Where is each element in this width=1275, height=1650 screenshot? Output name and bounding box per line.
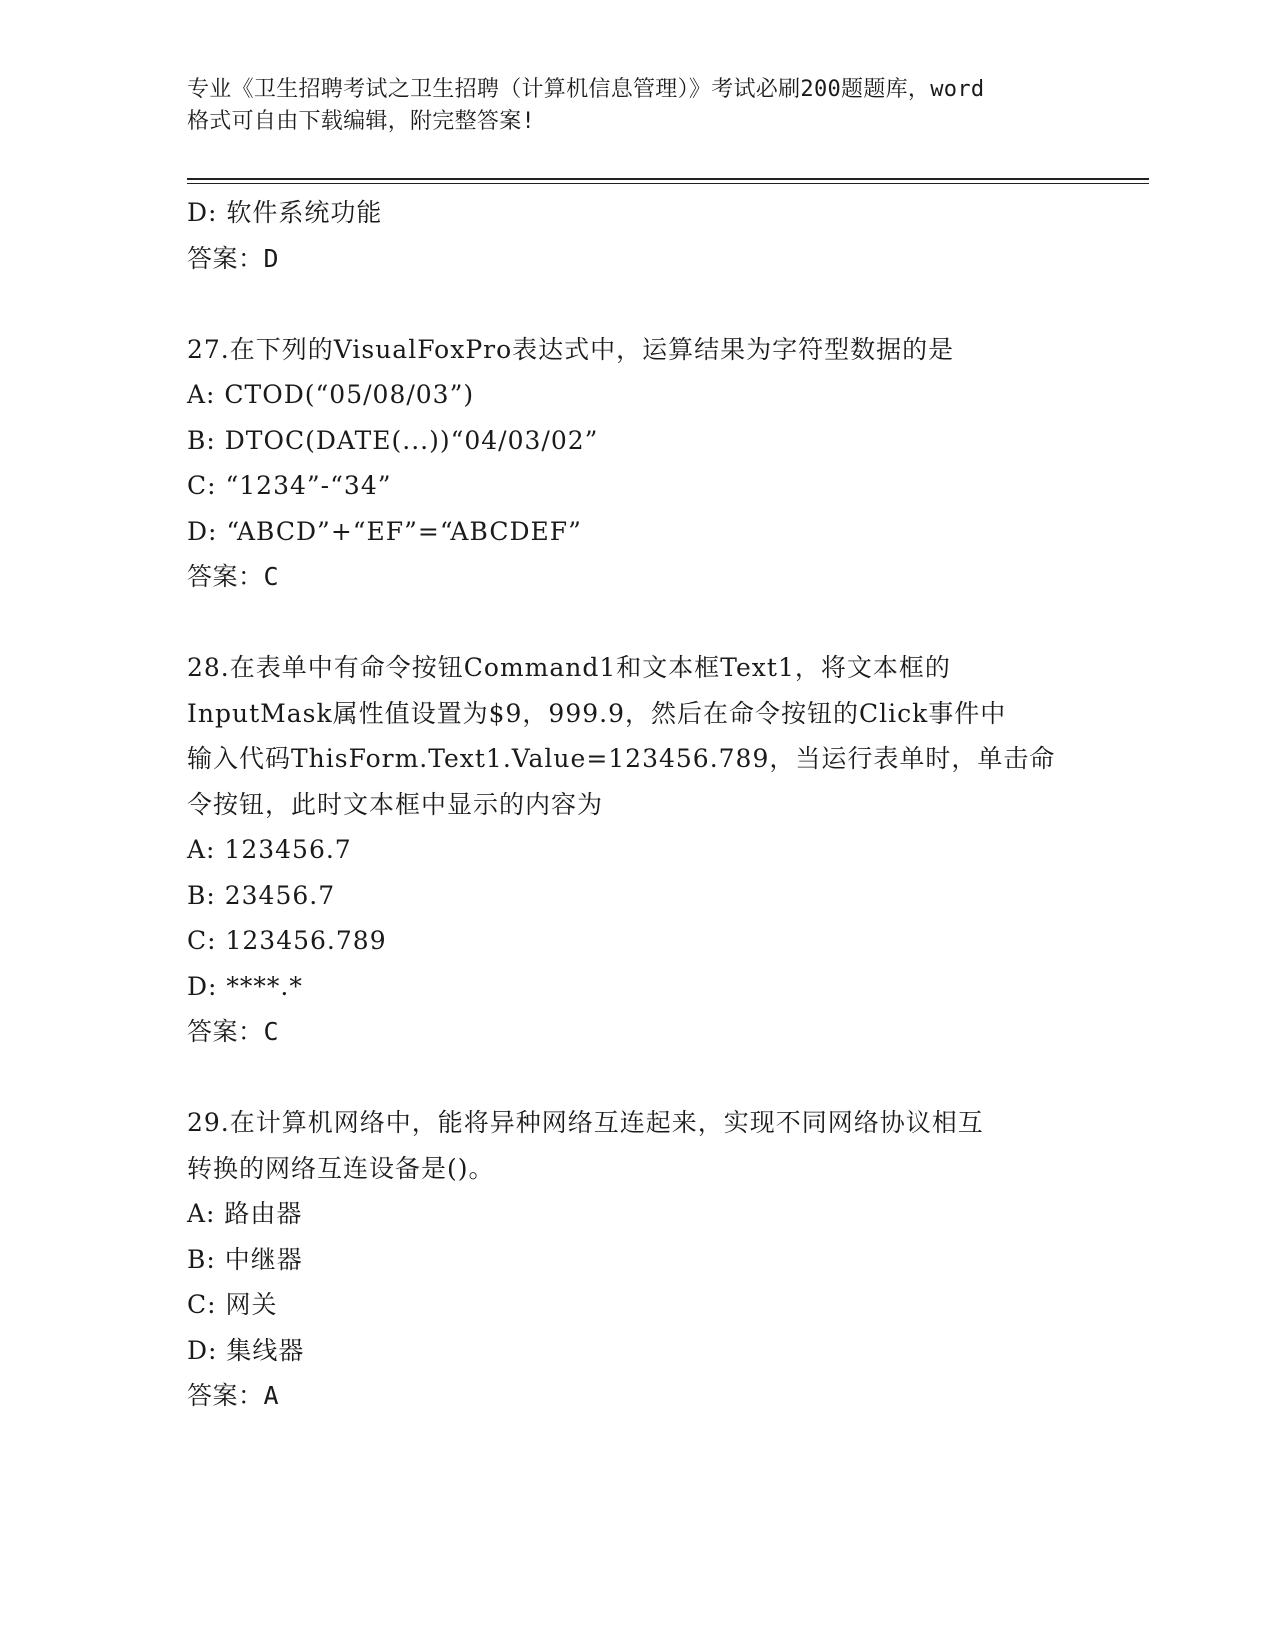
header-line-1: 专业《卫生招聘考试之卫生招聘（计算机信息管理）》考试必刷200题题库，word: [187, 77, 985, 102]
question-text-line-3: 输入代码ThisForm.Text1.Value=123456.789，当运行表单时，单击命: [187, 744, 1056, 773]
question-text-line-2: InputMask属性值设置为$9，999.9，然后在命令按钮的Click事件中: [187, 698, 1007, 728]
answer-line: 答案：A: [187, 1381, 280, 1410]
option-c: C: 网关: [187, 1290, 278, 1319]
spacer: [187, 600, 1087, 646]
header-rule-thin: [187, 183, 1149, 184]
question-block-27: [187, 327, 1087, 600]
option-b: B: 23456.7: [187, 880, 336, 910]
question-text-line-2: 转换的网络互连设备是()。: [187, 1153, 495, 1183]
option-a: A: CTOD(“05/08/03”): [187, 380, 475, 409]
option-b: B: 中继器: [187, 1244, 303, 1274]
question-text-line-1: 29.在计算机网络中，能将异种网络互连起来，实现不同网络协议相互: [187, 1108, 984, 1137]
header-line-2: 格式可自由下载编辑，附完整答案!: [187, 109, 536, 134]
header-rule-thick: [187, 178, 1149, 180]
option-c: C: 123456.789: [187, 926, 387, 955]
option-d: D: 软件系统功能: [187, 198, 383, 227]
option-d: D: “ABCD”+“EF”=“ABCDEF”: [187, 516, 582, 546]
question-list: [187, 190, 1087, 1419]
answer-line: 答案：D: [187, 243, 280, 273]
question-text-line-4: 令按钮，此时文本框中显示的内容为: [187, 789, 604, 819]
option-d: D: ****.*: [187, 971, 303, 1001]
question-text: 27.在下列的VisualFoxPro表达式中，运算结果为字符型数据的是: [187, 334, 955, 364]
option-c: C: “1234”-“34”: [187, 471, 392, 500]
option-a: A: 123456.7: [187, 835, 352, 864]
question-text-line-1: 28.在表单中有命令按钮Command1和文本框Text1，将文本框的: [187, 653, 951, 682]
question-block-28: [187, 645, 1087, 1055]
option-a: A: 路由器: [187, 1199, 303, 1228]
option-b: B: DTOC(DATE(...))“04/03/02”: [187, 425, 599, 455]
question-block-29: [187, 1100, 1087, 1419]
answer-line: 答案：C: [187, 1017, 280, 1046]
spacer: [187, 281, 1087, 327]
option-d: D: 集线器: [187, 1335, 305, 1365]
question-block-prev: [187, 190, 1087, 281]
spacer: [187, 1055, 1087, 1101]
answer-line: 答案：C: [187, 562, 280, 591]
page-header: [187, 74, 1087, 138]
